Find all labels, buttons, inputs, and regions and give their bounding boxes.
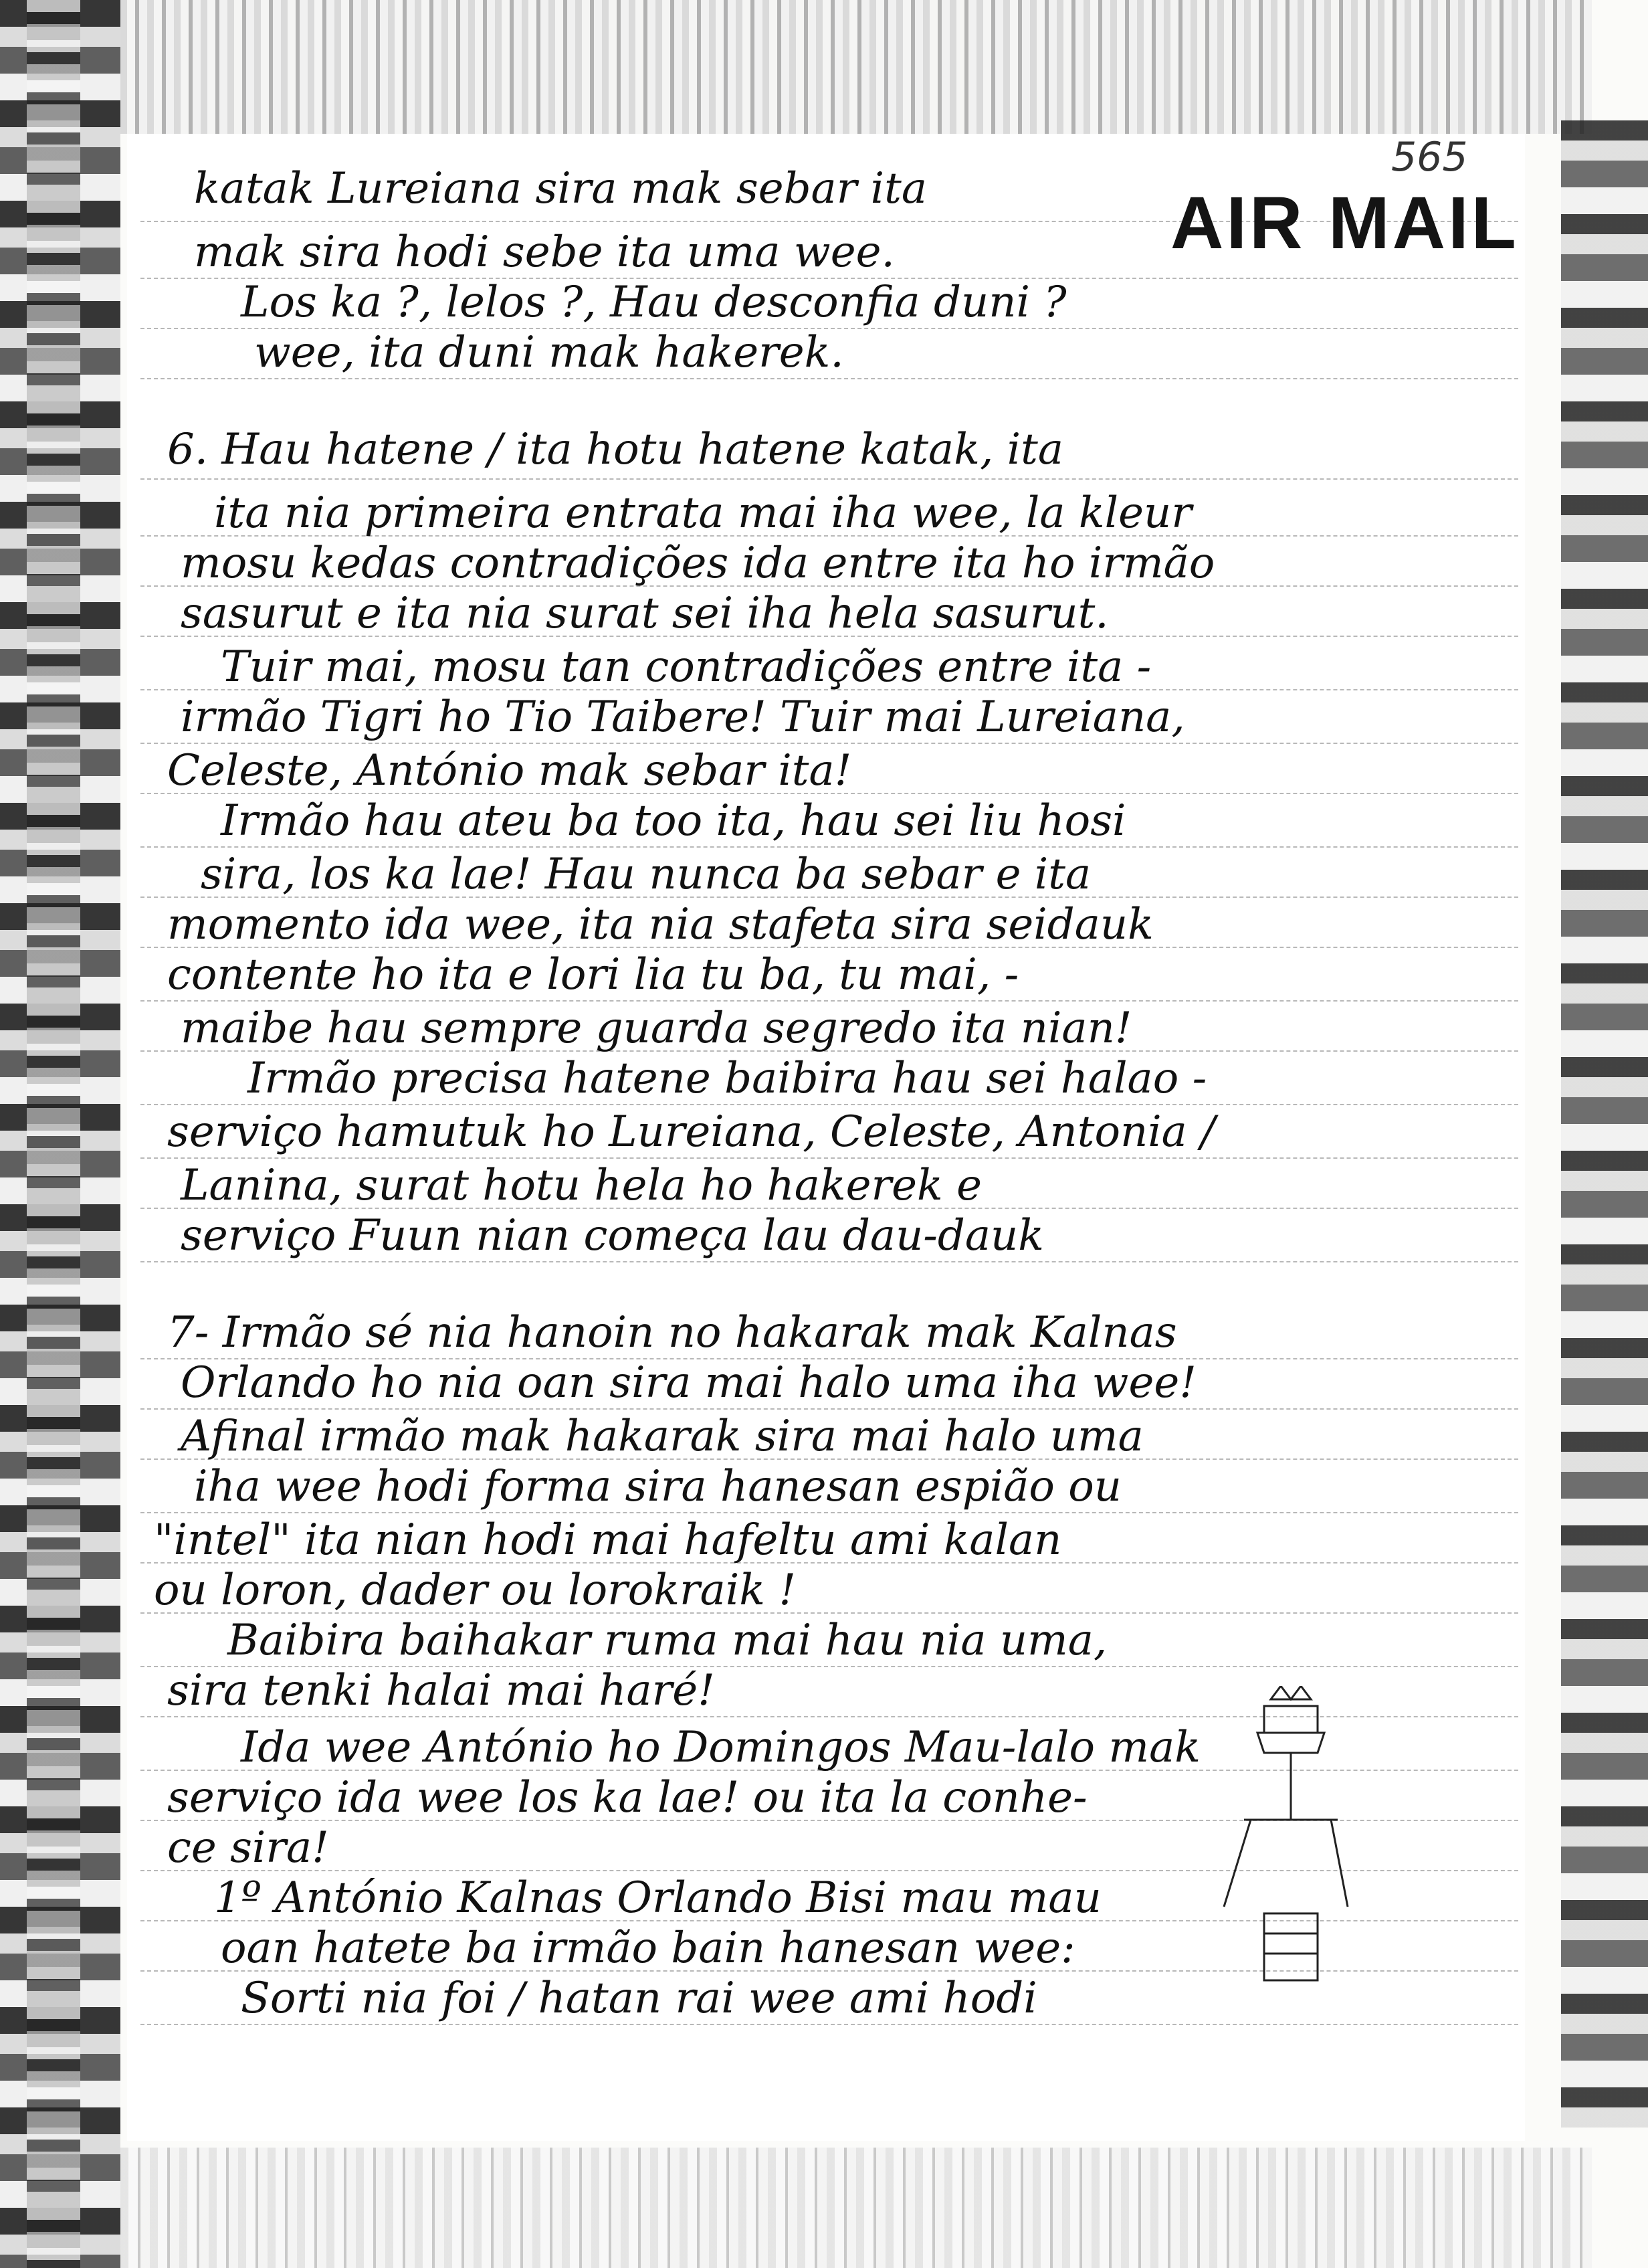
letter-line: contente ho ita e lori lia tu ba, tu mai, -: [167, 950, 1019, 1000]
letter-line: wee, ita duni mak hakerek.: [254, 328, 844, 377]
ruled-line: [140, 1000, 1518, 1002]
letter-line: sira tenki halai mai haré!: [167, 1666, 715, 1715]
letter-line: Irmão precisa hatene baibira hau sei halao -: [247, 1054, 1207, 1103]
letter-line: Baibira baihakar ruma mai hau nia uma,: [227, 1616, 1108, 1665]
ruled-line: [140, 1261, 1518, 1262]
letter-line: sira, los ka lae! Hau nunca ba sebar e ita: [201, 850, 1092, 899]
ruled-line: [140, 846, 1518, 848]
airmail-border-right: [1561, 120, 1648, 2128]
letter-line: momento ida wee, ita nia stafeta sira seidauk: [167, 900, 1154, 949]
tower-sketch-icon: [1217, 1686, 1351, 1994]
letter-line: ce sira!: [167, 1823, 329, 1873]
letter-line: maibe hau sempre guarda segredo ita nian!: [181, 1004, 1132, 1053]
letter-line: 6. Hau hatene / ita hotu hatene katak, ita: [167, 425, 1063, 474]
letter-line: sasurut e ita nia surat sei iha hela sasurut.: [181, 589, 1109, 638]
letter-line: 1º António Kalnas Orlando Bisi mau mau: [214, 1873, 1102, 1923]
letter-line: "intel" ita nian hodi mai hafeltu ami kalan: [154, 1515, 1062, 1565]
letter-line: serviço Fuun nian começa lau dau-dauk: [181, 1211, 1045, 1260]
letter-line: iha wee hodi forma sira hanesan espião ou: [194, 1462, 1122, 1511]
ruled-line: [140, 378, 1518, 379]
letter-line: irmão Tigri ho Tio Taibere! Tuir mai Lureiana,: [181, 692, 1185, 742]
letter-line: serviço hamutuk ho Lureiana, Celeste, Antonia /: [167, 1107, 1215, 1157]
letter-line: Ida wee António ho Domingos Mau-lalo mak: [241, 1723, 1201, 1772]
airmail-border-left-pattern: [27, 0, 80, 2268]
ruled-line: [140, 1104, 1518, 1105]
letter-line: Orlando ho nia oan sira mai halo uma iha wee!: [181, 1358, 1197, 1408]
letter-line: oan hatete ba irmão bain hanesan wee:: [221, 1923, 1075, 1973]
letter-line: serviço ida wee los ka lae! ou ita la conhe-: [167, 1773, 1088, 1822]
airmail-border-bottom: [120, 2148, 1592, 2268]
page-number: 565: [1391, 134, 1468, 181]
airmail-label: AIR MAIL: [1170, 182, 1519, 264]
letter-line: Los ka ?, lelos ?, Hau desconfia duni ?: [241, 278, 1067, 327]
ruled-line: [140, 1512, 1518, 1513]
letter-line: Sorti nia foi / hatan rai wee ami hodi: [241, 1974, 1037, 2023]
ruled-line: [140, 743, 1518, 744]
letter-line: Celeste, António mak sebar ita!: [167, 746, 852, 795]
ruled-line: [140, 2024, 1518, 2025]
letter-line: Afinal irmão mak hakarak sira mai halo uma: [181, 1412, 1144, 1461]
letter-line: Lanina, surat hotu hela ho hakerek e: [181, 1161, 982, 1210]
airmail-border-top: [120, 0, 1592, 134]
ruled-line: [140, 478, 1518, 480]
letter-line: ita nia primeira entrata mai iha wee, la kleur: [214, 488, 1192, 538]
letter-line: Irmão hau ateu ba too ita, hau sei liu hosi: [221, 796, 1126, 846]
letter-line: mosu kedas contradições ida entre ita ho irmão: [181, 539, 1215, 588]
ruled-line: [140, 1408, 1518, 1410]
letter-line: mak sira hodi sebe ita uma wee.: [194, 227, 895, 277]
letter-line: katak Lureiana sira mak sebar ita: [194, 164, 927, 213]
ruled-line: [140, 1157, 1518, 1159]
letter-line: Tuir mai, mosu tan contradições entre ita -: [221, 642, 1152, 692]
letter-line: 7- Irmão sé nia hanoin no hakarak mak Kalnas: [167, 1308, 1177, 1357]
letter-line: ou loron, dader ou lorokraik !: [154, 1566, 797, 1615]
